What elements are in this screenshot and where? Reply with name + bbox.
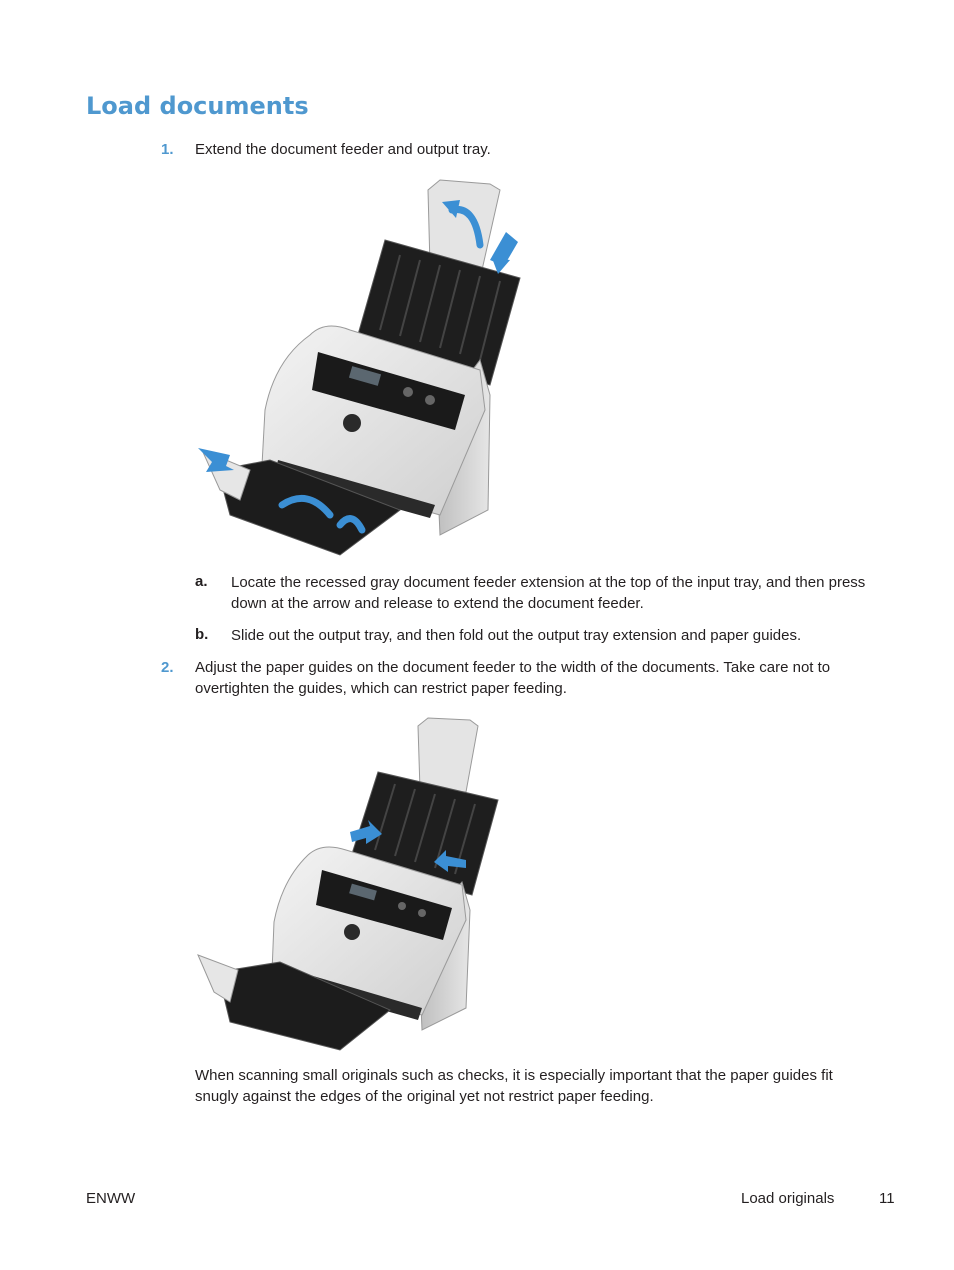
feeder-extension: [418, 718, 478, 792]
guide-arrow-icon: [198, 448, 234, 472]
scanner-illustration-guides: [190, 710, 510, 1070]
step-2-number: 2.: [161, 659, 174, 676]
page-title: Load documents: [86, 92, 309, 120]
step-2-note: When scanning small originals such as checks, it is especially important that the paper guides fit snugly against the edges of the original yet not restrict paper feeding.: [195, 1067, 833, 1105]
scanner-illustration-extend: [190, 170, 530, 570]
substep-a-letter: a.: [195, 573, 208, 590]
step-1-number: 1.: [161, 141, 174, 158]
footer-section-title: Load originals: [741, 1190, 835, 1207]
step-2-text: Adjust the paper guides on the document feeder to the width of the documents. Take care not to overtighten the guides, which can restrict paper feeding.: [195, 659, 831, 697]
footer-enww: ENWW: [86, 1190, 136, 1207]
substep-b-text: Slide out the output tray, and then fold out the output tray extension and paper guides.: [231, 627, 802, 644]
step-1-text: Extend the document feeder and output tray.: [195, 141, 491, 158]
hp-logo: [344, 924, 360, 940]
substep-b-letter: b.: [195, 626, 209, 643]
footer-page-number: 11: [879, 1190, 895, 1207]
substep-a-text: Locate the recessed gray document feeder extension at the top of the input tray, and then press down at the arrow and release to extend the document feeder.: [231, 574, 866, 612]
hp-logo: [343, 414, 361, 432]
